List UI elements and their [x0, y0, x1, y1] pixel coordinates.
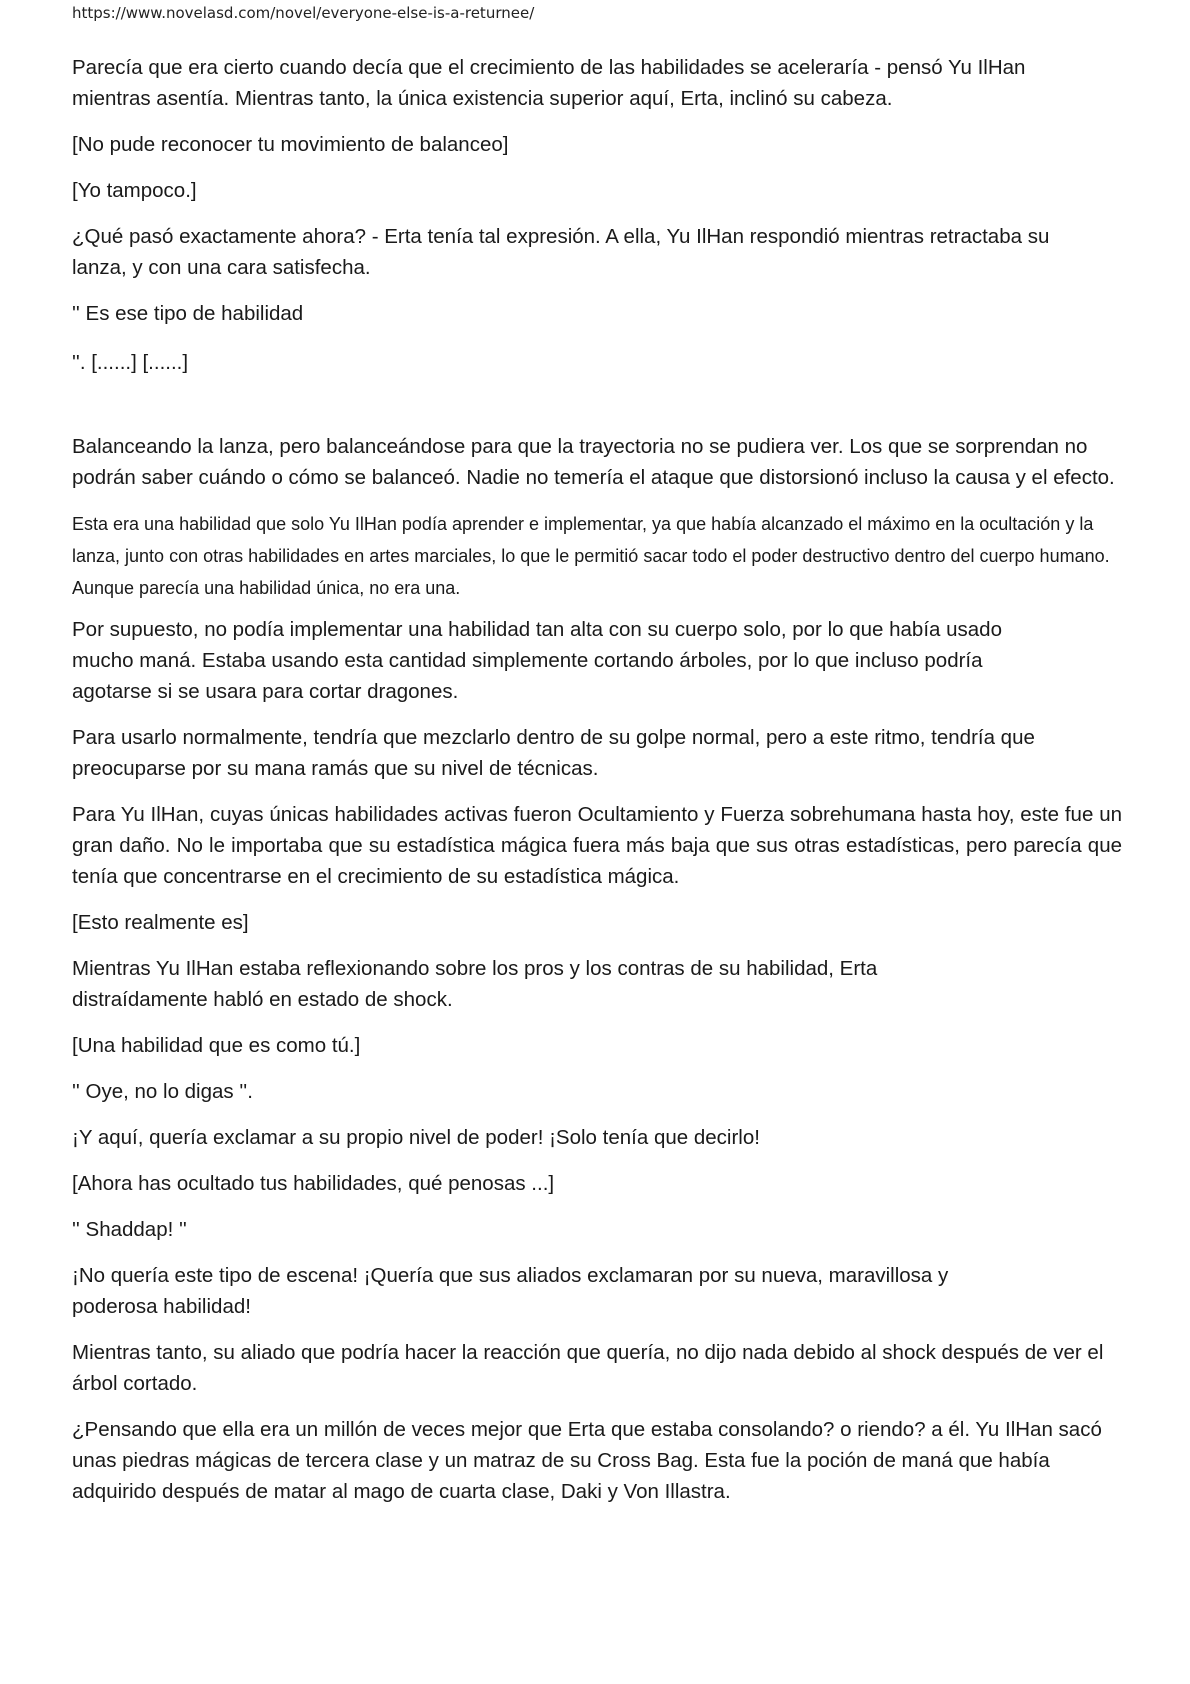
dialogue-line: [Una habilidad que es como tú.] [72, 1034, 361, 1057]
paragraph: Por supuesto, no podía implementar una habilidad tan alta con su cuerpo solo, por lo que había usado mucho maná. Estaba usando esta cantidad simplemente cortando árboles, por lo que incluso podría agotarse si se usara para cortar dragones. [72, 618, 1002, 703]
paragraph: Mientras tanto, su aliado que podría hacer la reacción que quería, no dijo nada debido al shock después de ver el árbol cortado. [72, 1341, 1104, 1395]
paragraph: ¡No quería este tipo de escena! ¡Quería que sus aliados exclamaran por su nueva, maravillosa y poderosa habilidad! [72, 1264, 949, 1318]
dialogue-line: [Esto realmente es] [72, 911, 249, 934]
page-url: https://www.novelasd.com/novel/everyone-else-is-a-returnee/ [72, 4, 535, 22]
dialogue-line: [Yo tampoco.] [72, 179, 197, 202]
dialogue-line: ''. [......] [......] [72, 351, 189, 374]
paragraph: Esta era una habilidad que solo Yu IlHan podía aprender e implementar, ya que había alcanzado el máximo en la ocultación y la lanza, junto con otras habilidades en artes marciales, lo que le permitió sacar todo el poder destructivo dentro del cuerpo humano. Aunque parecía una habilidad única, no era una. [72, 514, 1110, 598]
paragraph: Mientras Yu IlHan estaba reflexionando sobre los pros y los contras de su habilidad, Erta distraídamente habló en estado de shock. [72, 957, 878, 1011]
paragraph: Parecía que era cierto cuando decía que el crecimiento de las habilidades se aceleraría - pensó Yu IlHan mientras asentía. Mientras tanto, la única existencia superior aquí, Erta, inclinó su cabeza. [72, 56, 1026, 110]
dialogue-line: '' Shaddap! '' [72, 1218, 187, 1241]
dialogue-line: '' Es ese tipo de habilidad [72, 302, 304, 325]
paragraph: ¡Y aquí, quería exclamar a su propio nivel de poder! ¡Solo tenía que decirlo! [72, 1126, 760, 1149]
dialogue-line: [Ahora has ocultado tus habilidades, qué penosas ...] [72, 1172, 555, 1195]
dialogue-line: '' Oye, no lo digas ''. [72, 1080, 253, 1103]
paragraph: Para Yu IlHan, cuyas únicas habilidades activas fueron Ocultamiento y Fuerza sobrehumana hasta hoy, este fue un gran daño. No le importaba que su estadística mágica fuera más baja que sus otras estadísticas, pero parecía que tenía que concentrarse en el crecimiento de su estadística mágica. [72, 803, 1122, 888]
paragraph: Balanceando la lanza, pero balanceándose para que la trayectoria no se pudiera ver. Los que se sorprendan no podrán saber cuándo o cómo se balanceó. Nadie no temería el ataque que distorsionó incluso la causa y el efecto. [72, 435, 1115, 489]
dialogue-line: [No pude reconocer tu movimiento de balanceo] [72, 133, 509, 156]
paragraph: ¿Qué pasó exactamente ahora? - Erta tenía tal expresión. A ella, Yu IlHan respondió mientras retractaba su lanza, y con una cara satisfecha. [72, 225, 1050, 279]
paragraph: Para usarlo normalmente, tendría que mezclarlo dentro de su golpe normal, pero a este ritmo, tendría que preocuparse por su mana ramás que su nivel de técnicas. [72, 726, 1035, 780]
document-body [72, 52, 1122, 1522]
paragraph: ¿Pensando que ella era un millón de veces mejor que Erta que estaba consolando? o riendo? a él. Yu IlHan sacó unas piedras mágicas de tercera clase y un matraz de su Cross Bag. Esta fue la poción de maná que había adquirido después de matar al mago de cuarta clase, Daki y Von Illastra. [72, 1418, 1102, 1503]
